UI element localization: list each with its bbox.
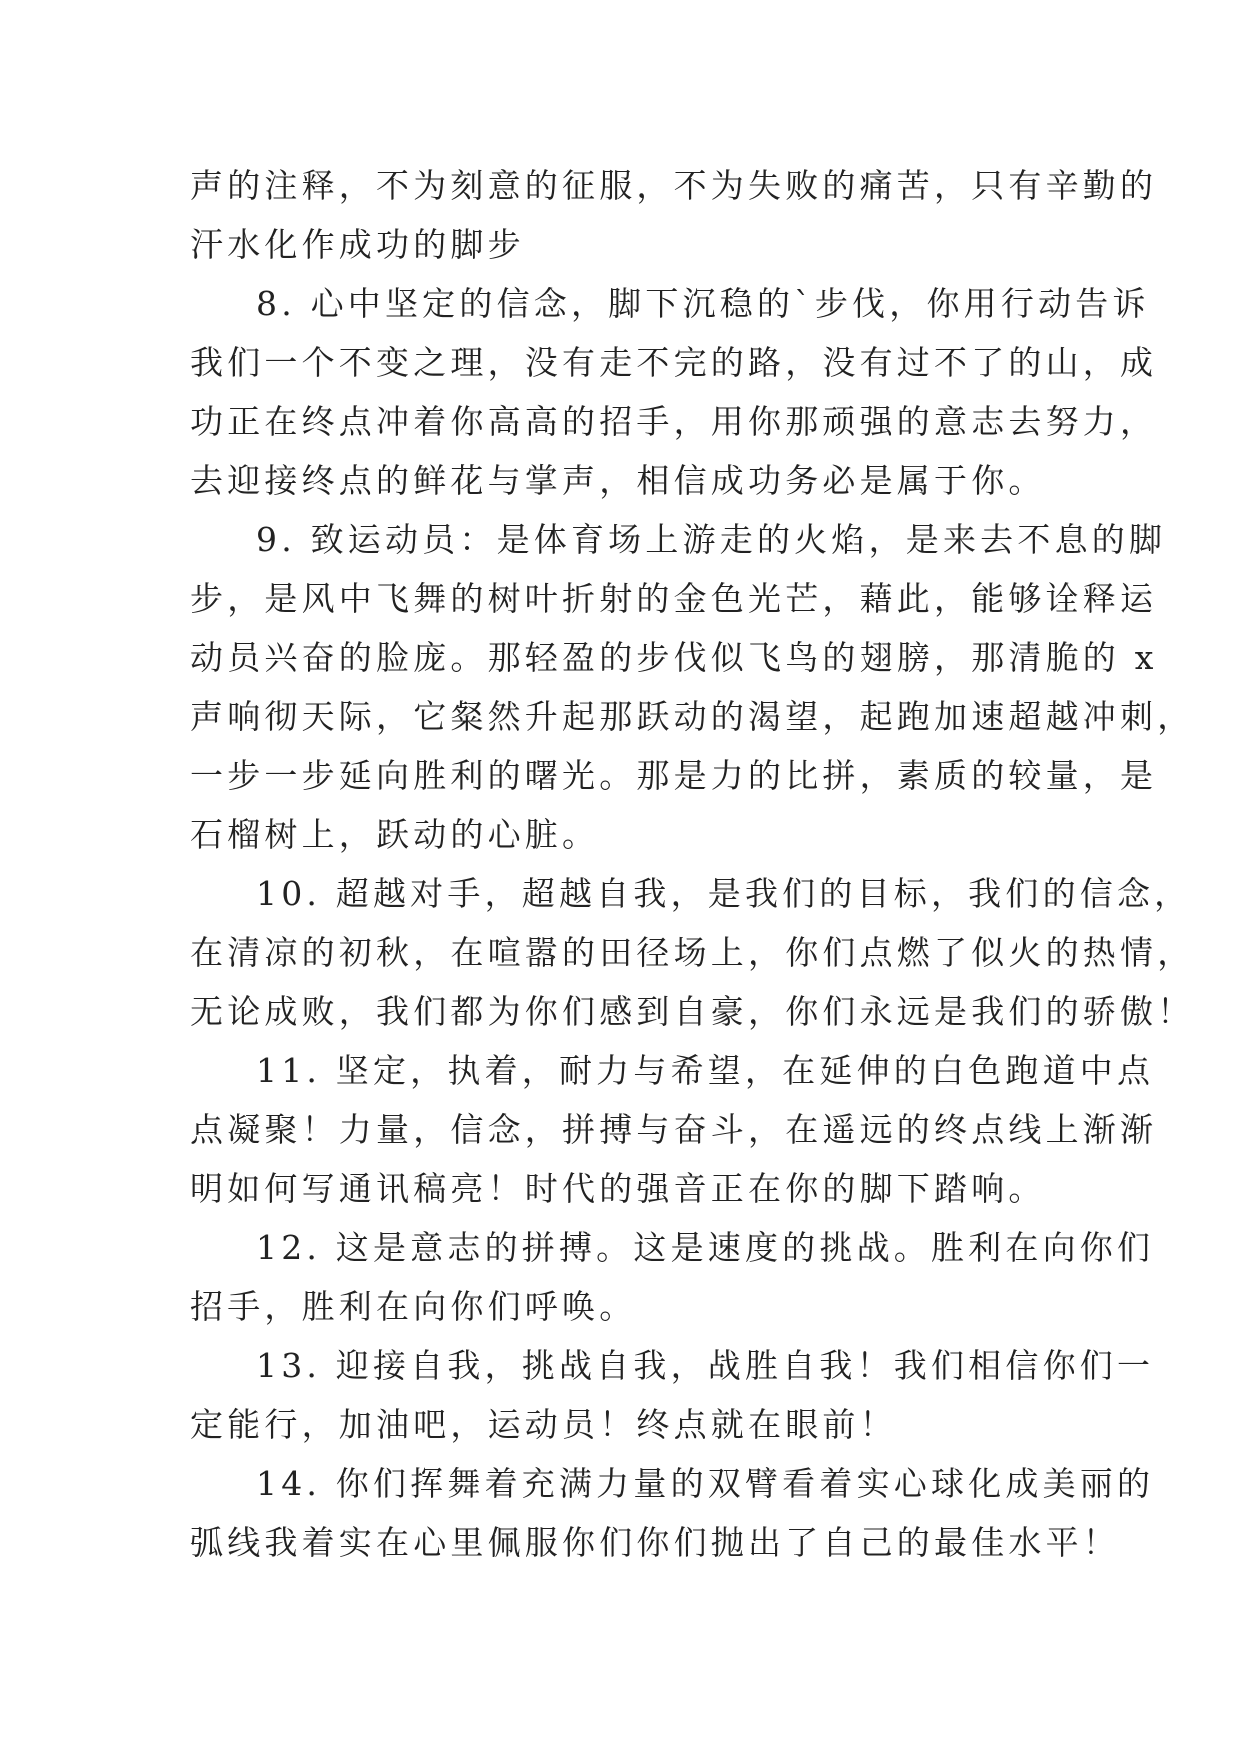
document-body xyxy=(190,156,1195,1572)
paragraph-item-10 xyxy=(190,864,1195,1041)
text-line: 11. 坚定，执着，耐力与希望，在延伸的白色跑道中点 xyxy=(256,1051,1155,1090)
text-line: 点凝聚！力量，信念，拼搏与奋斗，在遥远的终点线上渐渐 xyxy=(190,1110,1158,1149)
text-line: 一步一步延向胜利的曙光。那是力的比拼，素质的较量，是 xyxy=(190,756,1158,795)
text-line: 13. 迎接自我，挑战自我，战胜自我！我们相信你们一 xyxy=(256,1346,1155,1385)
text-line: 定能行，加油吧，运动员！终点就在眼前！ xyxy=(190,1405,897,1444)
paragraph-continuation xyxy=(190,156,1158,274)
text-line: 功正在终点冲着你高高的招手，用你那顽强的意志去努力， xyxy=(190,402,1158,441)
text-line: 无论成败，我们都为你们感到自豪，你们永远是我们的骄傲！ xyxy=(190,992,1195,1031)
text-line: 声的注释，不为刻意的征服，不为失败的痛苦，只有辛勤的 xyxy=(190,166,1158,205)
text-line: 9. 致运动员：是体育场上游走的火焰，是来去不息的脚 xyxy=(256,520,1167,559)
text-line: 汗水化作成功的脚步 xyxy=(190,225,525,264)
text-line: 8. 心中坚定的信念，脚下沉稳的`步伐，你用行动告诉 xyxy=(256,284,1150,323)
paragraph-item-14 xyxy=(190,1454,1155,1572)
paragraph-item-12 xyxy=(190,1218,1155,1336)
paragraph-item-13 xyxy=(190,1336,1155,1454)
text-line: 动员兴奋的脸庞。那轻盈的步伐似飞鸟的翅膀，那清脆的 x xyxy=(190,638,1158,677)
text-line: 10. 超越对手，超越自我，是我们的目标，我们的信念， xyxy=(256,874,1192,913)
paragraph-item-8 xyxy=(190,274,1158,510)
text-line: 在清凉的初秋，在喧嚣的田径场上，你们点燃了似火的热情， xyxy=(190,933,1195,972)
text-line: 去迎接终点的鲜花与掌声，相信成功务必是属于你。 xyxy=(190,461,1046,500)
text-line: 弧线我着实在心里佩服你们你们抛出了自己的最佳水平！ xyxy=(190,1523,1120,1562)
text-line: 明如何写通讯稿亮！时代的强音正在你的脚下踏响。 xyxy=(190,1169,1046,1208)
text-line: 招手，胜利在向你们呼唤。 xyxy=(190,1287,637,1326)
text-line: 我们一个不变之理，没有走不完的路，没有过不了的山，成 xyxy=(190,343,1158,382)
text-line: 步，是风中飞舞的树叶折射的金色光芒，藉此，能够诠释运 xyxy=(190,579,1158,618)
paragraph-item-11 xyxy=(190,1041,1158,1218)
text-line: 声响彻天际，它粲然升起那跃动的渴望，起跑加速超越冲刺， xyxy=(190,697,1195,736)
paragraph-item-9 xyxy=(190,510,1195,864)
text-line: 14. 你们挥舞着充满力量的双臂看着实心球化成美丽的 xyxy=(256,1464,1155,1503)
text-line: 石榴树上，跃动的心脏。 xyxy=(190,815,600,854)
text-line: 12. 这是意志的拼搏。这是速度的挑战。胜利在向你们 xyxy=(256,1228,1155,1267)
